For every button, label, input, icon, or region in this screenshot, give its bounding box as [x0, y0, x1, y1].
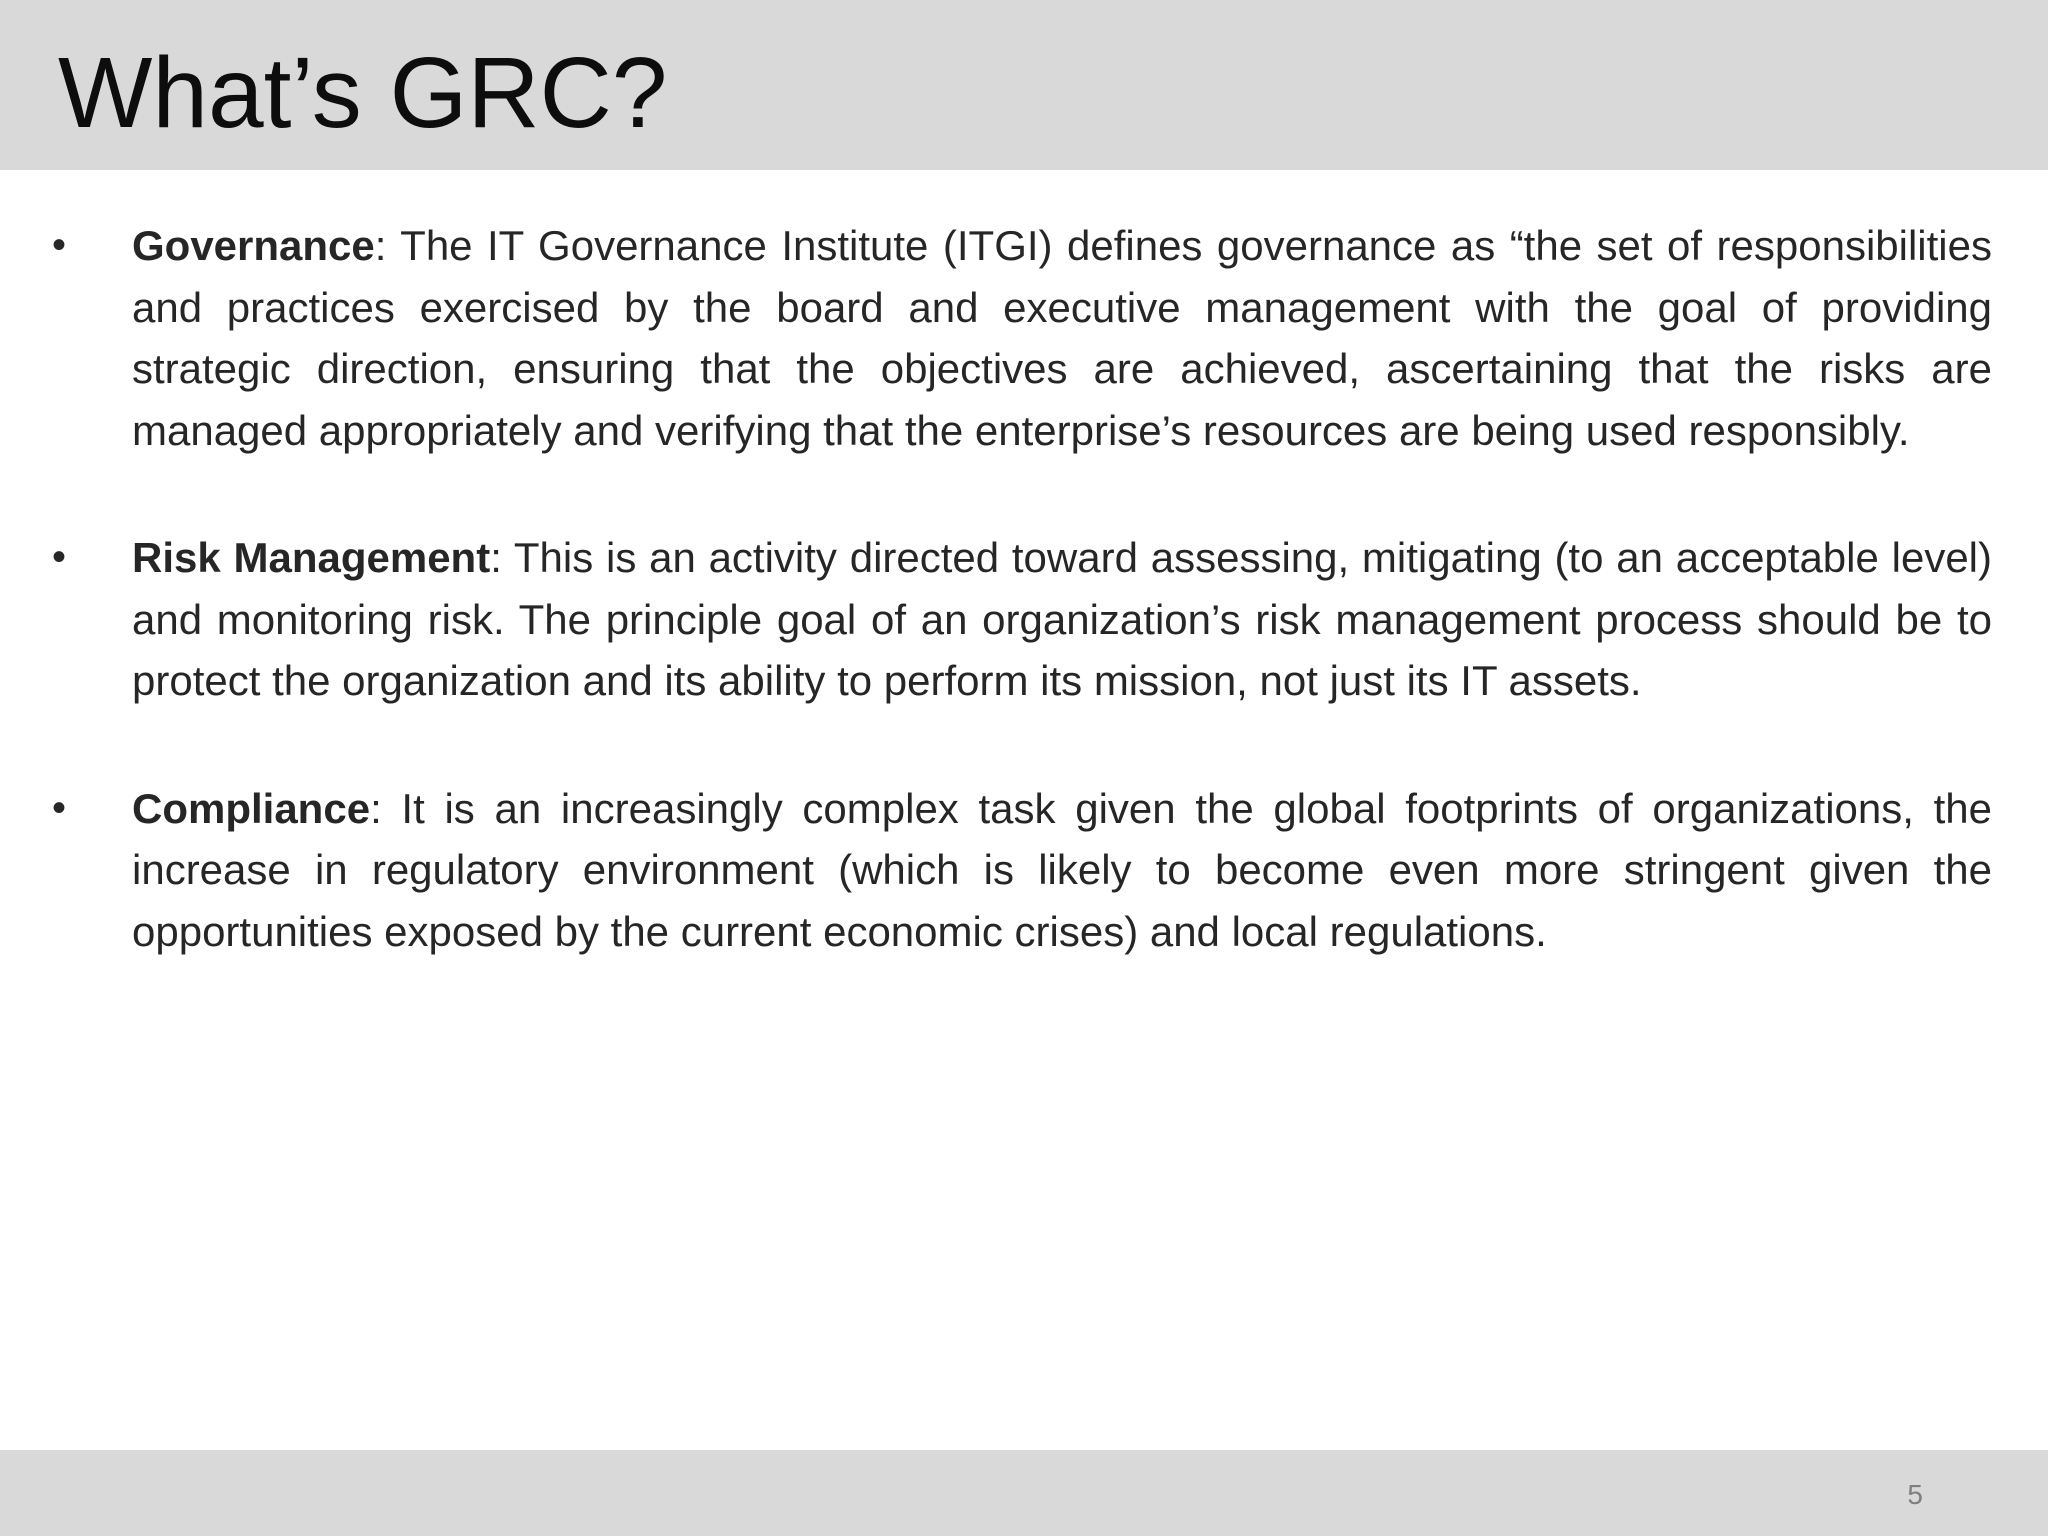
bullet-term: Governance: [132, 222, 375, 269]
title-bar: [0, 0, 2048, 170]
bullet-term: Compliance: [132, 784, 371, 832]
bullet-governance: [52, 215, 1992, 461]
bullet-text: [132, 215, 1992, 461]
bullet-icon: •: [52, 785, 67, 830]
bullet-text: [132, 778, 1992, 963]
bullet-description: This is an activity directed toward assessing, mitigating (to an acceptable level) and monitoring risk. The principle goal of an organization’s risk management process should be to protect the organization and its ability to perform its mission, not just its IT assets.: [132, 534, 1992, 704]
bullet-separator: :: [490, 534, 502, 581]
bullet-description: The IT Governance Institute (ITGI) defines governance as “the set of responsibilities and practices exercised by the board and executive management with the goal of providing strategic direction, ensuring that the objectives are achieved, ascertaining that the risks are managed appropriately and verifying that the enterprise’s resources are being used responsibly.: [132, 222, 1992, 454]
footer-bar: [0, 1450, 2048, 1536]
bullet-text: [132, 527, 1992, 712]
page-number: 5: [1907, 1479, 1923, 1510]
bullet-compliance: [52, 778, 1992, 963]
bullet-separator: :: [370, 784, 382, 832]
bullet-description: It is an increasingly complex task given the global footprints of organizations, the increase in regulatory environment (which is likely to become even more stringent given the opportunities exposed by the current economic crises) and local regulations.: [132, 784, 1992, 955]
bullet-list: [52, 215, 1992, 1028]
bullet-separator: :: [374, 222, 387, 269]
bullet-term: Risk Management: [132, 534, 491, 581]
bullet-icon: •: [52, 535, 67, 579]
slide-title: What’s GRC?: [58, 37, 668, 149]
bullet-icon: •: [52, 223, 67, 267]
bullet-risk-management: [52, 527, 1992, 712]
